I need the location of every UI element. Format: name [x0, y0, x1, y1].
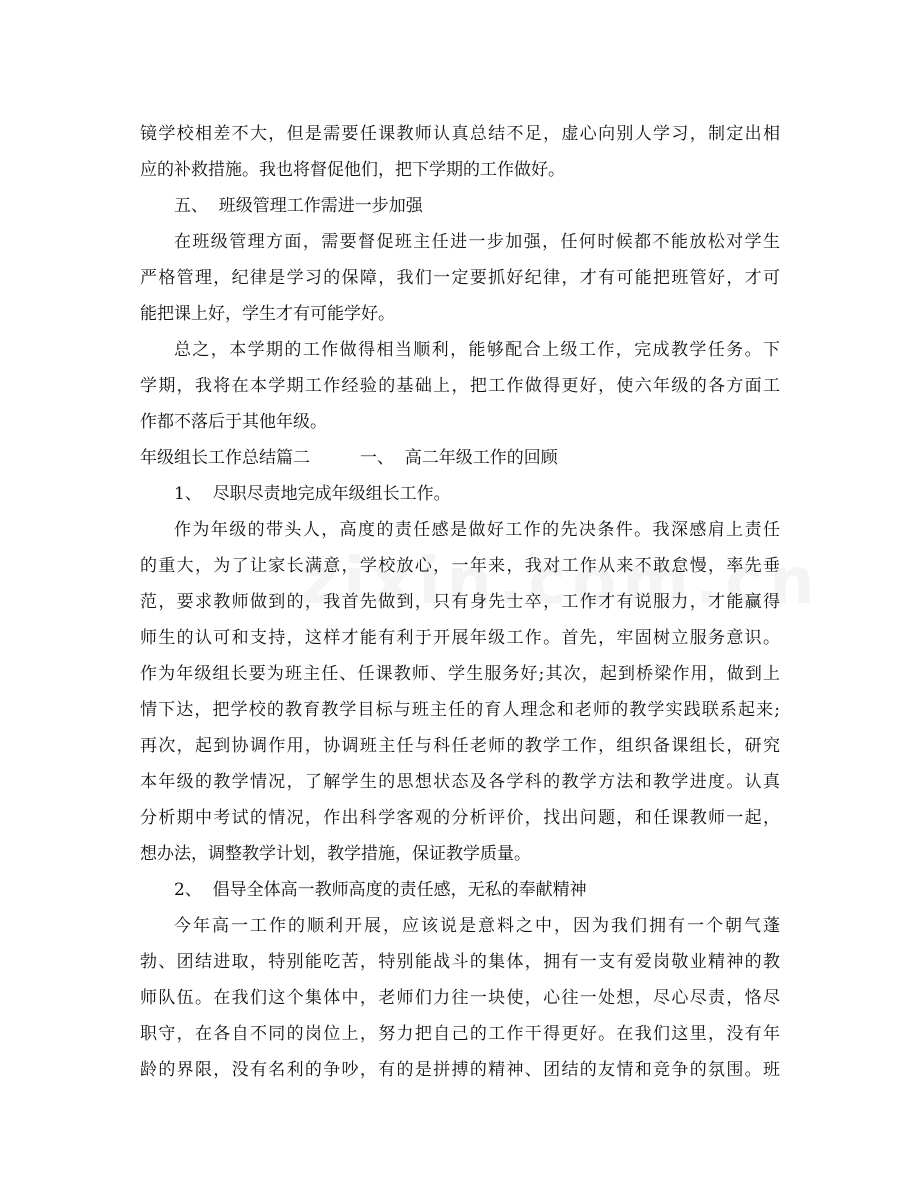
paragraph-line: 分析期中考试的情况，作出科学客观的分析评价，找出问题，和任课教师一起，	[140, 808, 780, 828]
subsection-heading: 1、 尽职尽责地完成年级组长工作。	[174, 484, 451, 504]
paragraph-line: 职守，在各自不同的岗位上，努力把自己的工作干得更好。在我们这里，没有年	[140, 1024, 780, 1044]
paragraph-line: 师生的认可和支持，这样才能有利于开展年级工作。首先，牢固树立服务意识。	[140, 628, 780, 648]
paragraph-line: 再次，起到协调作用，协调班主任与科任老师的教学工作，组织备课组长，研究	[140, 736, 780, 756]
paragraph-line: 应的补救措施。我也将督促他们，把下学期的工作做好。	[140, 160, 565, 180]
paragraph-line: 本年级的教学情况，了解学生的思想状态及各学科的教学方法和教学进度。认真	[140, 772, 780, 792]
section-heading: 一、 高二年级工作的回顾	[360, 448, 558, 468]
paragraph-line: 严格管理，纪律是学习的保障，我们一定要抓好纪律，才有可能把班管好，才可	[140, 268, 780, 288]
section-heading: 五、 班级管理工作需进一步加强	[174, 196, 423, 216]
paragraph-line: 勃、团结进取，特别能吃苦，特别能战斗的集体，拥有一支有爱岗敬业精神的教	[140, 952, 780, 972]
paragraph-line: 总之，本学期的工作做得相当顺利，能够配合上级工作，完成教学任务。下	[174, 340, 780, 360]
paragraph-line: 想办法，调整教学计划，教学措施，保证教学质量。	[140, 844, 531, 864]
paragraph-line: 情下达，把学校的教育教学目标与班主任的育人理念和老师的教学实践联系起来;	[140, 700, 780, 720]
article-heading	[140, 448, 780, 468]
paragraph-line: 作为年级组长要为班主任、任课教师、学生服务好;其次，起到桥梁作用，做到上	[140, 664, 780, 684]
paragraph-line: 能把课上好，学生才有可能学好。	[140, 304, 395, 324]
paragraph-line: 学期，我将在本学期工作经验的基础上，把工作做得更好，使六年级的各方面工	[140, 376, 780, 396]
paragraph-line: 的重大，为了让家长满意，学校放心，一年来，我对工作从来不敢怠慢，率先垂	[140, 556, 780, 576]
paragraph-line: 龄的界限，没有名利的争吵，有的是拼搏的精神、团结的友情和竞争的氛围。班	[140, 1060, 780, 1080]
subsection-heading: 2、 倡导全体高一教师高度的责任感，无私的奉献精神	[174, 880, 587, 900]
article-title: 年级组长工作总结篇二	[140, 448, 310, 468]
paragraph-line: 镜学校相差不大，但是需要任课教师认真总结不足，虚心向别人学习，制定出相	[140, 124, 780, 144]
paragraph-line: 在班级管理方面，需要督促班主任进一步加强，任何时候都不能放松对学生	[174, 232, 780, 252]
paragraph-line: 作为年级的带头人，高度的责任感是做好工作的先决条件。我深感肩上责任	[174, 520, 780, 540]
paragraph-line: 范，要求教师做到的，我首先做到，只有身先士卒，工作才有说服力，才能赢得	[140, 592, 780, 612]
paragraph-line: 师队伍。在我们这个集体中，老师们力往一块使，心往一处想，尽心尽责，恪尽	[140, 988, 780, 1008]
paragraph-line: 今年高一工作的顺利开展，应该说是意料之中，因为我们拥有一个朝气蓬	[174, 916, 780, 936]
paragraph-line: 作都不落后于其他年级。	[140, 412, 327, 432]
